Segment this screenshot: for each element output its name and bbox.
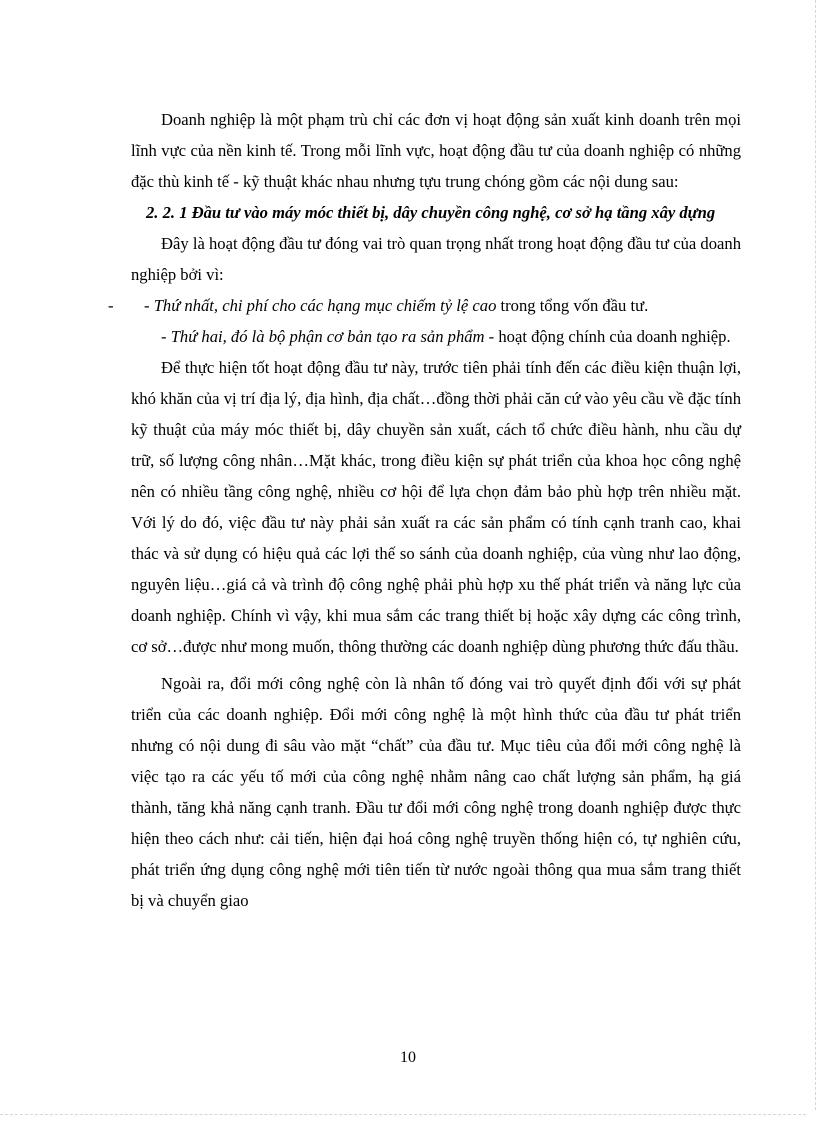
bullet-italic-text: Thứ hai, đó là bộ phận cơ bản tạo ra sản phẩm bbox=[170, 327, 485, 346]
section-heading: 2. 2. 1 Đầu tư vào máy móc thiết bị, dây chuyền công nghệ, cơ sở hạ tầng xây dựng bbox=[146, 203, 716, 222]
intro-paragraph: Doanh nghiệp là một phạm trù chỉ các đơn vị hoạt động sản xuất kinh doanh trên mọi lĩnh vực của nền kinh tế. Trong mỗi lĩnh vực, hoạt động đầu tư của doanh nghiệp có những đặc thù kinh tế - kỹ thuật khác nhau nhưng tựu trung chóng gồm các nội dung sau: bbox=[131, 110, 741, 191]
page-number: 10 bbox=[400, 1049, 416, 1066]
bullet-item-2 bbox=[131, 321, 741, 352]
page-border-bottom bbox=[0, 1113, 806, 1115]
bullet-rest-text: trong tổng vốn đầu tư. bbox=[496, 296, 649, 315]
bullet-prefix: - bbox=[144, 296, 154, 315]
paragraph-technology-innovation: Ngoài ra, đổi mới công nghệ còn là nhân tố đóng vai trò quyết định đối với sự phát triển của các doanh nghiệp. Đổi mới công nghệ là một hình thức của đầu tư phát triển nhưng có nội dung đi sâu vào mặt “chất” của đầu tư. Mục tiêu của đổi mới công nghệ là việc tạo ra các yếu tố mới của công nghệ nhằm nâng cao chất lượng sản phẩm, hạ giá thành, tăng khả năng cạnh tranh. Đầu tư đổi mới công nghệ trong doanh nghiệp được thực hiện theo cách như: cải tiến, hiện đại hoá công nghệ truyền thống hiện có, tự nghiên cứu, phát triển ứng dụng công nghệ mới tiên tiến từ nước ngoài thông qua mua sắm trang thiết bị và chuyển giao bbox=[131, 674, 741, 910]
bullet-dash: - bbox=[108, 296, 114, 315]
bullet-italic-text: Thứ nhất, chi phí cho các hạng mục chiếm tỷ lệ cao bbox=[153, 296, 497, 315]
bullet-rest-text: - hoạt động chính của doanh nghiệp. bbox=[484, 327, 731, 346]
document-body bbox=[108, 104, 741, 916]
paragraph-implementation: Để thực hiện tốt hoạt động đầu tư này, trước tiên phải tính đến các điều kiện thuận lợi, khó khăn của vị trí địa lý, địa hình, địa chất…đồng thời phải căn cứ vào yêu cầu về đặc tính kỹ thuật của máy móc thiết bị, dây chuyền sản xuất, cách tổ chức điều hành, nhu cầu dự trữ, số lượng công nhân…Mặt khác, trong điều kiện sự phát triển của khoa học công nghệ nên có nhiều tầng công nghệ, nhiều cơ hội để lựa chọn đảm bảo phù hợp trên nhiều mặt. Với lý do đó, việc đầu tư này phải sản xuất ra các sản phẩm có tính cạnh tranh cao, khai thác và sử dụng có hiệu quả các lợi thế so sánh của doanh nghiệp, của vùng như lao động, nguyên liệu…giá cả và trình độ công nghệ phải phù hợp xu thế phát triển và năng lực của doanh nghiệp. Chính vì vậy, khi mua sắm các trang thiết bị hoặc xây dựng các công trình, cơ sở…được như mong muốn, thông thường các doanh nghiệp dùng phương thức đấu thầu. bbox=[131, 358, 741, 656]
bullet-prefix: - bbox=[161, 327, 171, 346]
bullet-item-1 bbox=[108, 290, 741, 321]
reason-intro-paragraph: Đây là hoạt động đầu tư đóng vai trò quan trọng nhất trong hoạt động đầu tư của doanh nghiệp bởi vì: bbox=[131, 234, 741, 284]
